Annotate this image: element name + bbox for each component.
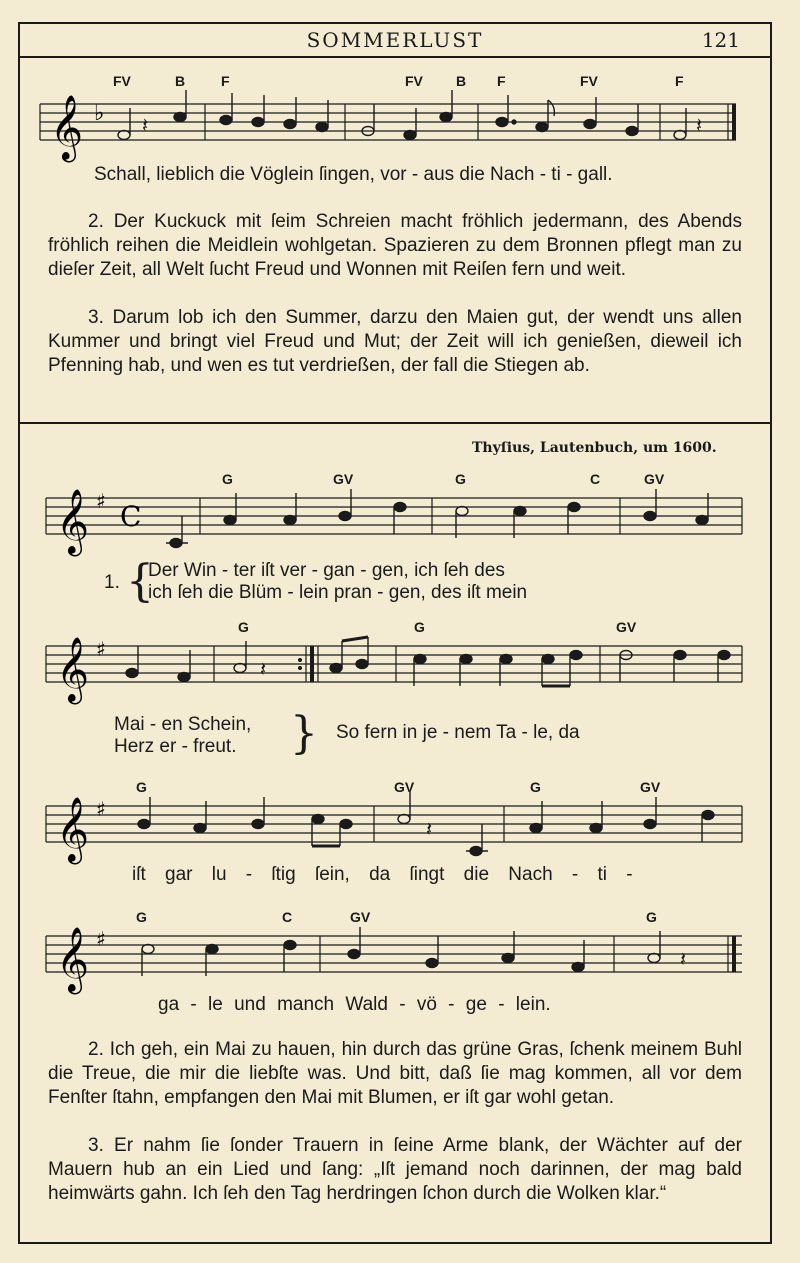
chord-label: GV bbox=[333, 471, 354, 487]
song1-verse-3: 3. Darum lob ich den Summer, darzu den Maien gut, der wendt uns allen Kummer und bringt viel Freud und Mut; der Zeit will ich genießen, dieweil ich Pfenning hab, und wen es tut verdrießen, der fall die Stiegen ab. bbox=[48, 307, 742, 376]
song1-lyric-line: Schall, lieblich die Vöglein ſingen, vor - aus die Nach - ti - gall. bbox=[94, 164, 613, 185]
chord-label: C bbox=[282, 909, 293, 925]
chord-label: GV bbox=[394, 779, 415, 795]
chord-label: FV bbox=[113, 73, 131, 89]
chord-label: G bbox=[414, 619, 425, 635]
close-brace-icon: } bbox=[290, 708, 318, 759]
song1-notes bbox=[118, 90, 702, 140]
row1-lyric-lower: ich ſeh die Blüm - lein pran - gen, des iſt mein bbox=[148, 582, 528, 603]
verse-brace-icon: { bbox=[126, 556, 154, 607]
chord-label: B bbox=[175, 73, 186, 89]
row4-lyric: ga - le und manch Wald - vö - ge - lein. bbox=[158, 994, 551, 1015]
treble-clef-icon: 𝄞 bbox=[56, 797, 90, 862]
sharp-key-signature-icon: ♯ bbox=[96, 927, 106, 951]
chord-label: F bbox=[497, 73, 506, 89]
chord-label: G bbox=[136, 779, 147, 795]
svg-text:𝄽: 𝄽 bbox=[680, 947, 687, 971]
chord-label: G bbox=[136, 909, 147, 925]
svg-text:𝄽: 𝄽 bbox=[142, 113, 149, 137]
treble-clef-icon: 𝄞 bbox=[56, 637, 90, 702]
chord-label: GV bbox=[640, 779, 661, 795]
common-time-icon: C bbox=[120, 500, 142, 533]
chord-label: G bbox=[222, 471, 233, 487]
treble-clef-icon: 𝄞 bbox=[56, 489, 90, 554]
chord-label: GV bbox=[350, 909, 371, 925]
chord-label: G bbox=[530, 779, 541, 795]
row2-lyric-upper: Mai - en Schein, bbox=[114, 714, 252, 735]
sharp-key-signature-icon: ♯ bbox=[96, 637, 106, 661]
treble-clef-icon: 𝄞 bbox=[56, 927, 90, 992]
verse-number: 1. bbox=[104, 572, 120, 593]
chord-label: B bbox=[456, 73, 467, 89]
chord-label: C bbox=[590, 471, 601, 487]
song1-verse-2: 2. Der Kuckuck mit ſeim Schreien macht fröhlich jedermann, des Abends fröhlich reihen die Meidlein wohlgetan. Spazieren zu dem Bronnen pflegt man zu dieſer Zeit, all Welt ſucht Freud und Wonnen mit Reiſen fern und weit. bbox=[48, 211, 742, 280]
chord-label: F bbox=[675, 73, 684, 89]
sharp-key-signature-icon: ♯ bbox=[96, 489, 106, 513]
page-title: SOMMERLUST bbox=[306, 28, 484, 52]
row2-lyric-continuation: So fern in je - nem Ta - le, da bbox=[336, 722, 580, 743]
chord-label: G bbox=[646, 909, 657, 925]
chord-label: G bbox=[455, 471, 466, 487]
row2-lyric-lower: Herz er - freut. bbox=[114, 736, 237, 757]
row3-lyric: iſt gar lu - ſtig ſein, da ſingt die Nach - ti - bbox=[132, 864, 633, 885]
svg-text:𝄽: 𝄽 bbox=[426, 817, 433, 841]
chord-label: GV bbox=[644, 471, 665, 487]
chord-label: GV bbox=[616, 619, 637, 635]
svg-text:𝄽: 𝄽 bbox=[260, 657, 267, 681]
song2-attribution: Thyſius, Lautenbuch, um 1600. bbox=[472, 440, 717, 456]
chord-label: G bbox=[238, 619, 249, 635]
page-header bbox=[20, 24, 770, 58]
row1-lyric-upper: Der Win - ter iſt ver - gan - gen, ich ſeh des bbox=[148, 560, 505, 581]
song-separator bbox=[20, 422, 770, 424]
song2-verse-3: 3. Er nahm ſie ſonder Trauern in ſeine Arme blank, der Wächter auf der Mauern hub an ein Lied und ſang: „Iſt jemand noch darinnen, der mag bald heimwärts gahn. Ich ſeh den Tag herdringen ſchon durch die Wolken klar.“ bbox=[48, 1135, 742, 1204]
flat-key-signature-icon: ♭ bbox=[94, 101, 105, 126]
staff-song2-row2 bbox=[0, 610, 800, 720]
staff-song2-row1 bbox=[0, 462, 800, 572]
sharp-key-signature-icon: ♯ bbox=[96, 797, 106, 821]
chord-label: F bbox=[221, 73, 230, 89]
song2-verse-2: 2. Ich geh, ein Mai zu hauen, hin durch das grüne Gras, ſchenk meinem Buhl die Treue, die mir die liebſte was. Und bitt, daß ſie mag kommen, all vor dem Fenſter ſtahn, empfangen den Mai mit Blumen, er iſt gar wohl getan. bbox=[48, 1039, 742, 1108]
chord-label: FV bbox=[405, 73, 423, 89]
page-number: 121 bbox=[701, 28, 740, 52]
treble-clef-icon: 𝄞 bbox=[50, 95, 84, 160]
chord-label: FV bbox=[580, 73, 598, 89]
svg-text:𝄽: 𝄽 bbox=[696, 113, 703, 137]
